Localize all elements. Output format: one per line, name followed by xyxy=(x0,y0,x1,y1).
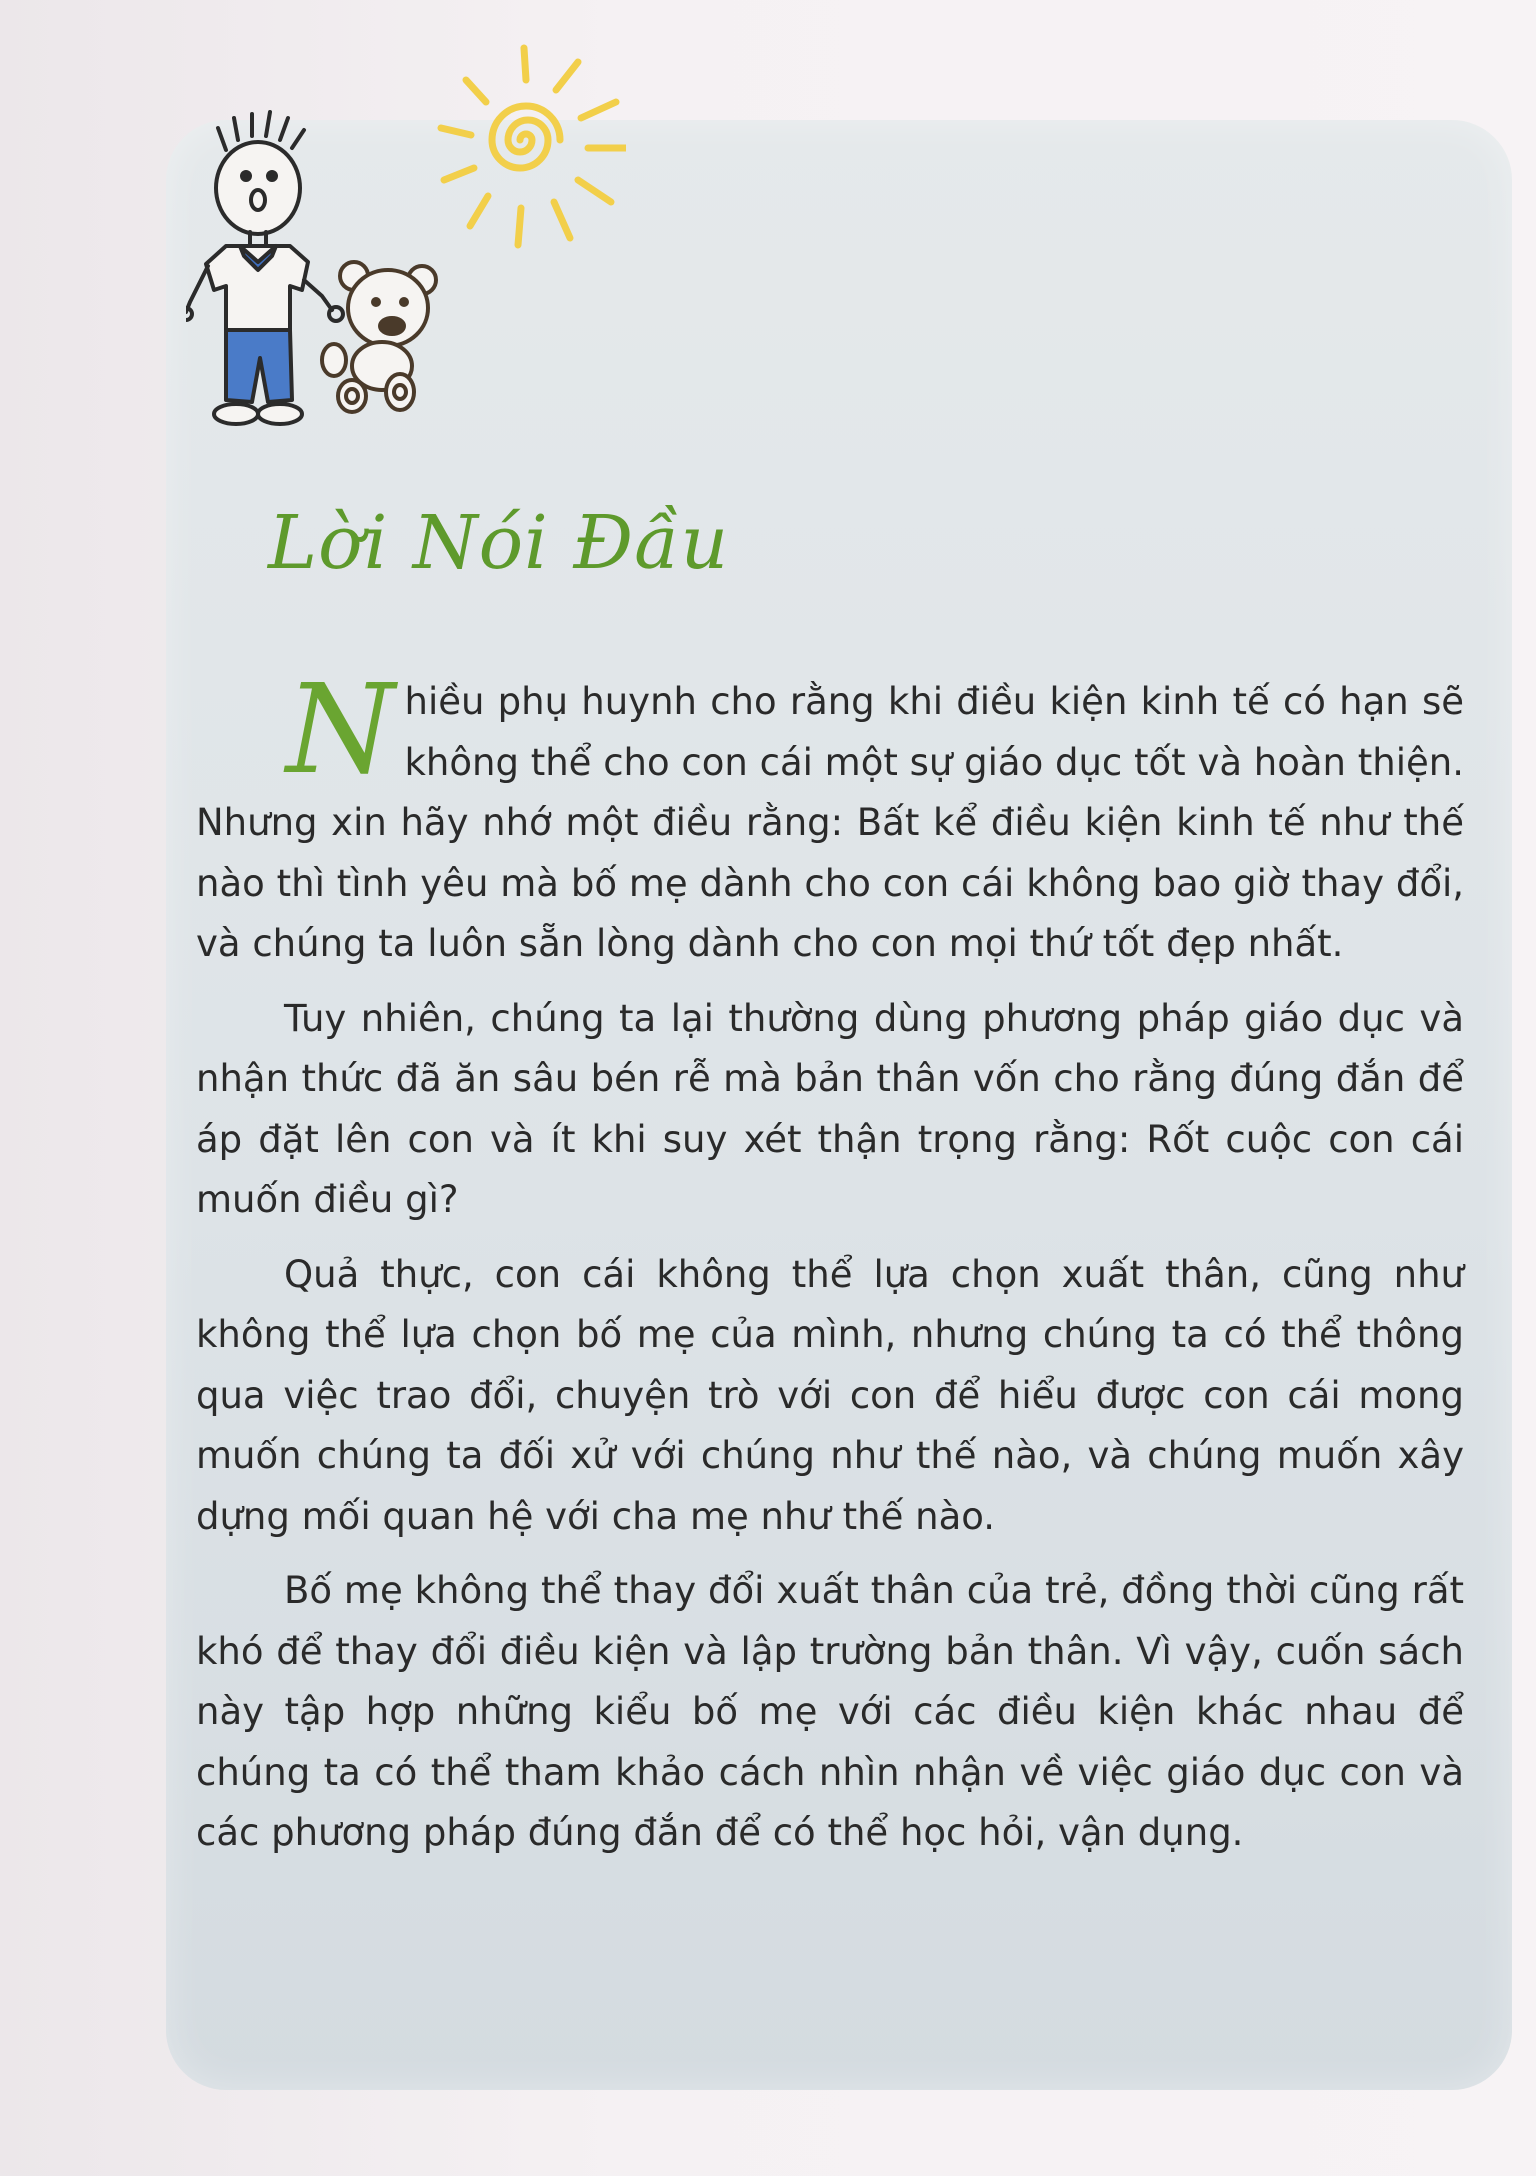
drop-cap: N xyxy=(286,658,395,802)
illustration xyxy=(186,40,626,440)
paragraph-4: Bố mẹ không thể thay đổi xuất thân của trẻ, đồng thời cũng rất khó để thay đổi điều kiện và lập trường bản thân. Vì vậy, cuốn sách này tập hợp những kiểu bố mẹ với các điều kiện khác nhau để chúng ta có thể tham khảo cách nhìn nhận về việc giáo dục con và các phương pháp đúng đắn để có thể học hỏi, vận dụng. xyxy=(196,1569,1464,1854)
teddy-bear-icon xyxy=(322,262,436,412)
paragraph-3: Quả thực, con cái không thể lựa chọn xuất thân, cũng như không thể lựa chọn bố mẹ của mình, nhưng chúng ta có thể thông qua việc trao đổi, chuyện trò với con để hiểu được con cái mong muốn chúng ta đối xử với chúng như thế nào, và chúng muốn xây dựng mối quan hệ với cha mẹ như thế nào. xyxy=(196,1252,1464,1538)
paragraph-1 xyxy=(196,658,1464,975)
preface-text xyxy=(196,658,1464,1878)
paragraph-1-text: hiều phụ huynh cho rằng khi điều kiện kinh tế có hạn sẽ không thể cho con cái một sự giáo dục tốt và hoàn thiện. Nhưng xin hãy nhớ một điều rằng: Bất kể điều kiện kinh tế như thế nào thì tình yêu mà bố mẹ dành cho con cái không bao giờ thay đổi, và chúng ta luôn sẵn lòng dành cho con mọi thứ tốt đẹp nhất. xyxy=(196,680,1464,965)
sun-icon xyxy=(441,48,626,245)
paragraph-2: Tuy nhiên, chúng ta lại thường dùng phương pháp giáo dục và nhận thức đã ăn sâu bén rễ mà bản thân vốn cho rằng đúng đắn để áp đặt lên con và ít khi suy xét thận trọng rằng: Rốt cuộc con cái muốn điều gì? xyxy=(196,996,1464,1221)
page-title: Lời Nói Đầu xyxy=(268,500,730,586)
boy-icon xyxy=(186,112,343,424)
